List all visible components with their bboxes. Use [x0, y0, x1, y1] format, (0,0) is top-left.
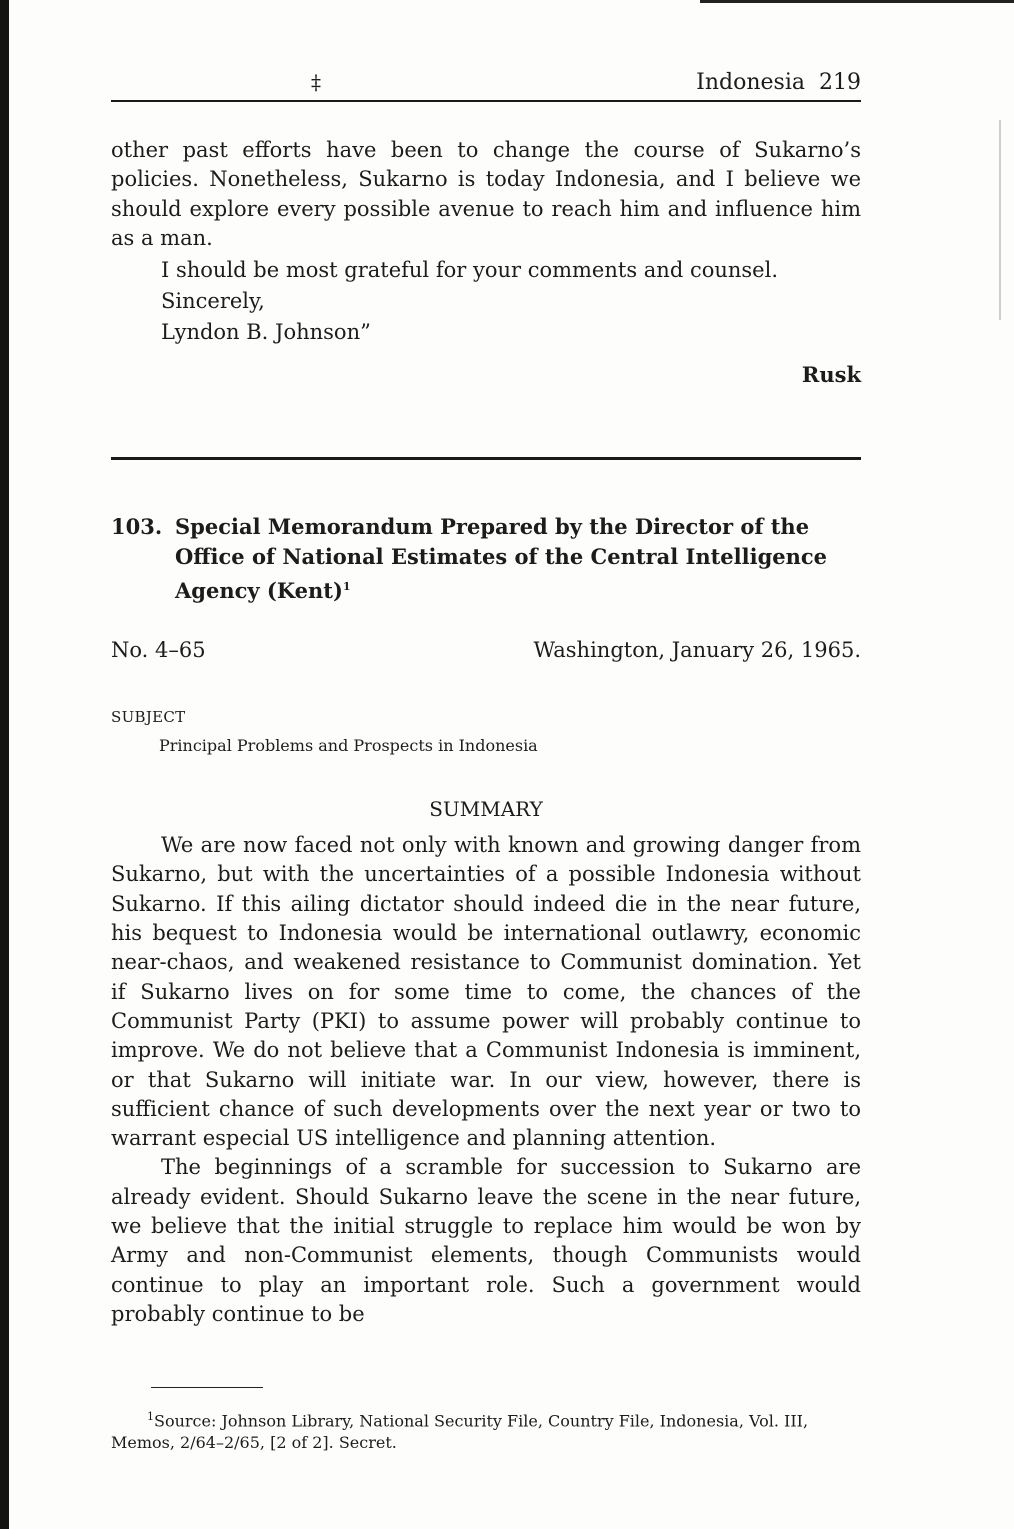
running-head	[111, 60, 861, 100]
running-title: Indonesia	[696, 70, 805, 95]
printer-mark-icon: ‡	[311, 70, 321, 94]
document-number: 103.	[111, 514, 163, 540]
valediction: Sincerely,	[161, 289, 265, 314]
signature: Lyndon B. Johnson”	[161, 320, 371, 345]
summary-paragraph-2: The beginnings of a scramble for succession to Sukarno are already evident. Should Sukarno leave the scene in the near future, we believe that the initial struggle to replace him would be won by Army and non-Communist elements, though Communists would continue to play an important role. Such a government would probably continue to be	[111, 1155, 861, 1326]
page	[111, 60, 861, 1453]
scan-right-mark	[999, 120, 1001, 320]
scan-edge	[0, 0, 9, 1529]
footnote-text: Source: Johnson Library, National Security File, Country File, Indonesia, Vol. III, Memos, 2/64–2/65, [2 of 2]. Secret.	[111, 1411, 809, 1452]
document-no: No. 4–65	[111, 638, 206, 663]
place-date: Washington, January 26, 1965.	[533, 638, 861, 663]
scan-top-rule	[700, 0, 1014, 3]
document-heading	[111, 512, 861, 606]
subject-text: Principal Problems and Prospects in Indonesia	[159, 736, 538, 756]
running-head-right	[696, 70, 861, 95]
document-title: Special Memorandum Prepared by the Director of the Office of National Estimates of the Central Intelligence Agency (Kent)	[175, 514, 828, 604]
summary-heading: SUMMARY	[429, 797, 543, 822]
footnote-marker: 1	[147, 1410, 154, 1424]
section-rule	[111, 457, 861, 460]
summary-paragraph-1: We are now faced not only with known and growing danger from Sukarno, but with the uncertainties of a possible Indonesia without Sukarno. If this ailing dictator should indeed die in the near future, his bequest to Indonesia would be international outlawry, economic near-chaos, and weakened resistance to Communist domination. Yet if Sukarno lives on for some time to come, the chances of the Communist Party (PKI) to assume power will probably continue to improve. We do not believe that a Communist Indonesia is imminent, or that Sukarno will initiate war. In our view, however, there is sufficient chance of such developments over the next year or two to warrant especial US intelligence and planning attention.	[111, 833, 861, 1151]
header-rule	[111, 100, 861, 102]
document-meta	[111, 638, 861, 662]
footnote	[111, 1406, 861, 1452]
footnote-ref: 1	[342, 580, 351, 594]
sender: Rusk	[801, 362, 861, 388]
footnote-rule	[151, 1387, 263, 1388]
subject-label: SUBJECT	[111, 708, 186, 727]
page-number: 219	[819, 70, 861, 95]
document-title-block	[175, 512, 861, 606]
closing-request: I should be most grateful for your comments and counsel.	[161, 258, 778, 283]
letter-paragraph: other past efforts have been to change the course of Sukarno’s policies. Nonetheless, Sukarno is today Indonesia, and I believe we should explore every possible avenue to reach him and influence him as a man.	[111, 138, 861, 250]
